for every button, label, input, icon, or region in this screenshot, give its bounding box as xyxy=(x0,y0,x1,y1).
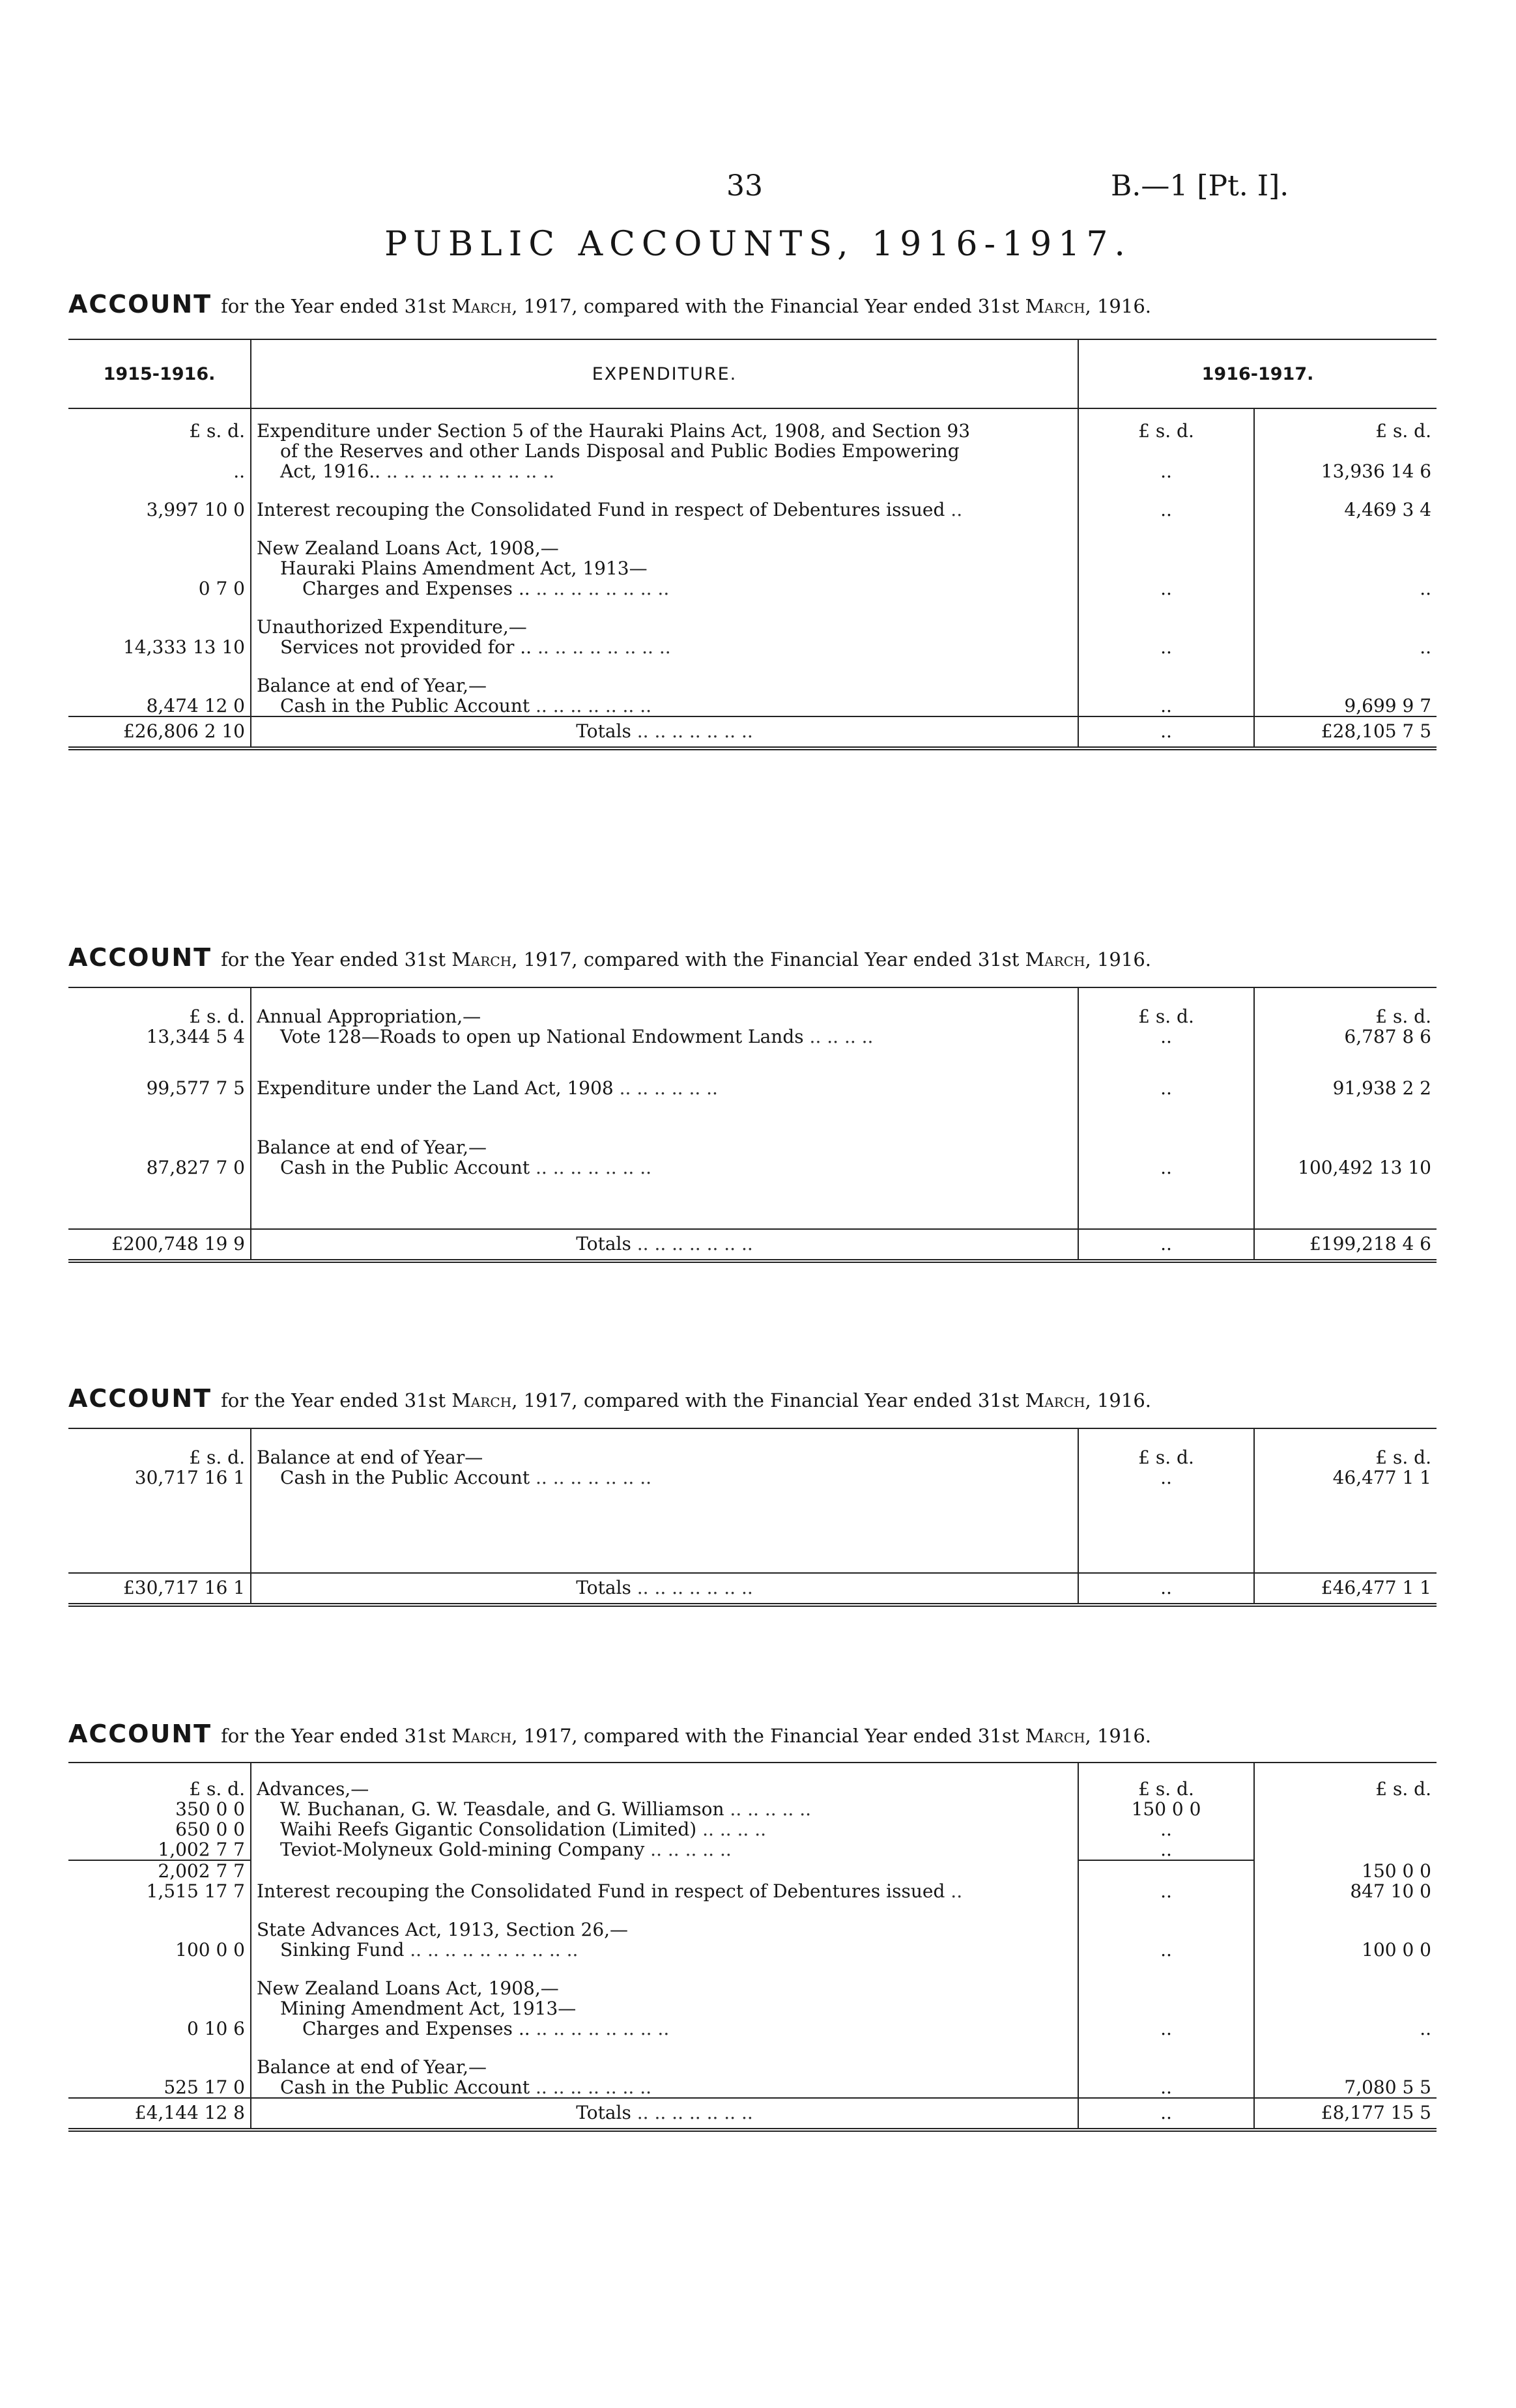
row-desc xyxy=(251,617,1078,657)
leader-dots: .. .. .. .. .. .. .. .. .. .. xyxy=(404,1939,579,1961)
row-desc-line: Interest recouping the Consolidated Fund in respect of Debentures issued xyxy=(257,499,945,520)
row-desc-line: Cash in the Public Account xyxy=(280,2076,530,2098)
account-table-4 xyxy=(68,1762,1437,2132)
detail-amount: .. xyxy=(1078,1978,1254,2039)
account-table-2 xyxy=(68,987,1437,1263)
row-desc-line: Balance at end of Year— xyxy=(257,1447,483,1468)
document-title: PUBLIC ACCOUNTS, 1916-1917. xyxy=(384,225,1132,264)
row-desc xyxy=(251,408,1078,481)
account-table-1 xyxy=(68,339,1437,750)
account-heading-1 xyxy=(68,290,1151,319)
detail-cell xyxy=(1078,987,1254,1047)
account-heading-2 xyxy=(68,943,1151,972)
units-label: £ s. d. xyxy=(1138,1778,1194,1800)
row-desc-line: Charges and Expenses .. xyxy=(302,578,530,599)
leader-dots: .. .. .. .. xyxy=(696,1819,767,1840)
detail-amount: .. xyxy=(1078,617,1254,657)
prev-total: £200,748 19 9 xyxy=(68,1229,251,1261)
detail-cell xyxy=(1078,1428,1254,1488)
heading-text: , 1916. xyxy=(1085,948,1152,970)
column-header-1915: 1915-1916. xyxy=(68,339,251,408)
prev-amount: 1,002 7 7 xyxy=(158,1839,245,1860)
detail-amount: .. xyxy=(1160,1839,1172,1860)
total-amount: 4,469 3 4 xyxy=(1344,499,1432,520)
detail-total: .. xyxy=(1078,1573,1254,1605)
total-amount: 91,938 2 2 xyxy=(1332,1077,1431,1099)
total-amount: 150 0 0 xyxy=(1362,1860,1431,1882)
series-code: B.—1 [Pt. I]. xyxy=(1111,169,1289,203)
account-lead: ACCOUNT xyxy=(68,943,212,972)
detail-amount: .. xyxy=(1160,1026,1172,1047)
account-lead: ACCOUNT xyxy=(68,1384,212,1413)
column-header-expenditure: EXPENDITURE. xyxy=(251,339,1078,408)
totals-row xyxy=(68,2098,1437,2130)
heading-month: March xyxy=(451,1389,512,1411)
heading-text: , 1917, compared with the Financial Year ended 31st xyxy=(511,295,1020,317)
prev-amount: 13,344 5 4 xyxy=(146,1026,245,1047)
row-desc-line: Balance at end of Year,— xyxy=(257,675,487,696)
leader-dots: .. .. .. .. .. .. .. xyxy=(530,1157,652,1178)
prev-amount: 8,474 12 0 xyxy=(68,675,251,716)
total-amount: 100,492 13 10 xyxy=(1298,1157,1431,1178)
leader-dots: .. .. .. .. .. .. .. xyxy=(530,695,652,716)
prev-amount: 100 0 0 xyxy=(68,1919,251,1960)
heading-text: for the Year ended 31st xyxy=(221,948,446,970)
row-desc-line: Cash in the Public Account xyxy=(280,695,530,716)
row-desc-line: Expenditure under Section 5 of the Hauraki Plains Act, 1908, and Section 93 xyxy=(257,420,971,442)
row-desc-line: Expenditure under the Land Act, 1908 xyxy=(257,1077,614,1099)
units-label: £ s. d. xyxy=(1375,1447,1431,1468)
row-desc-line: Teviot-Molyneux Gold-mining Company xyxy=(280,1839,645,1860)
total-amount: 100 0 0 xyxy=(1362,1939,1431,1961)
total-cell xyxy=(1254,1428,1437,1488)
prev-amount: 87,827 7 0 xyxy=(68,1137,251,1178)
row-desc-line: New Zealand Loans Act, 1908,— xyxy=(257,537,559,559)
row-desc-line: New Zealand Loans Act, 1908,— xyxy=(257,1977,559,1999)
heading-text: for the Year ended 31st xyxy=(221,1389,446,1411)
row-desc-line: Balance at end of Year,— xyxy=(257,1137,487,1158)
total-cell xyxy=(1254,987,1437,1047)
total-amount: .. xyxy=(1420,636,1432,658)
totals-row xyxy=(68,1573,1437,1605)
grand-total: £28,105 7 5 xyxy=(1254,716,1437,748)
heading-text: , 1917, compared with the Financial Year ended 31st xyxy=(511,1389,1020,1411)
leader-dots: .. .. .. .. .. .. .. xyxy=(530,2076,652,2098)
prev-total: £4,144 12 8 xyxy=(68,2098,251,2130)
row-desc xyxy=(251,1428,1078,1488)
heading-text: , 1916. xyxy=(1085,295,1152,317)
prev-amount: 1,515 17 7 xyxy=(68,1881,251,1901)
account-heading-4 xyxy=(68,1720,1151,1748)
row-desc-line: State Advances Act, 1913, Section 26,— xyxy=(257,1919,629,1940)
account-heading-3 xyxy=(68,1384,1151,1413)
row-desc-line: Balance at end of Year,— xyxy=(257,2056,487,2078)
total-amount: 6,787 8 6 xyxy=(1344,1026,1431,1047)
account-table-3 xyxy=(68,1428,1437,1607)
totals-row xyxy=(68,716,1437,748)
detail-total: .. xyxy=(1078,716,1254,748)
heading-month: March xyxy=(1025,1725,1085,1747)
row-desc-line: Services not provided for .. xyxy=(280,636,532,658)
units-label: £ s. d. xyxy=(1375,420,1432,442)
leader-dots: .. .. .. .. .. .. .. .. xyxy=(532,636,671,658)
detail-amount: .. xyxy=(1078,675,1254,716)
detail-amount: .. xyxy=(1078,1078,1254,1098)
row-desc xyxy=(251,1919,1078,1960)
prev-cell xyxy=(68,1763,251,1860)
detail-amount: .. xyxy=(1078,1919,1254,1960)
heading-text: for the Year ended 31st xyxy=(221,1725,446,1747)
detail-amount: .. xyxy=(1078,1137,1254,1178)
heading-text: , 1916. xyxy=(1085,1725,1152,1747)
row-desc-line: Unauthorized Expenditure,— xyxy=(257,616,527,638)
heading-month: March xyxy=(451,948,512,970)
totals-label: Totals .. .. .. .. .. .. .. xyxy=(251,2098,1078,2130)
row-desc-line: of the Reserves and other Lands Disposal and Public Bodies Empowering xyxy=(280,440,960,462)
units-label: £ s. d. xyxy=(189,1447,245,1468)
leader-dots: .. xyxy=(945,1880,963,1902)
total-amount: 13,936 14 6 xyxy=(1321,460,1432,482)
row-desc-line: Vote 128—Roads to open up National Endowment Lands xyxy=(280,1026,804,1047)
grand-total: £46,477 1 1 xyxy=(1254,1573,1437,1605)
row-desc xyxy=(251,1881,1078,1901)
detail-total: .. xyxy=(1078,1229,1254,1261)
detail-amount: .. xyxy=(1078,1881,1254,1901)
leader-dots: .. .. .. .. .. .. xyxy=(613,1077,718,1099)
leader-dots: .. .. .. .. .. xyxy=(644,1839,732,1860)
total-amount: 9,699 9 7 xyxy=(1344,695,1432,716)
prev-amount: .. xyxy=(68,461,251,481)
total-amount: 7,080 5 5 xyxy=(1344,2076,1431,2098)
detail-amount: .. xyxy=(1078,538,1254,599)
grand-total: £8,177 15 5 xyxy=(1254,2098,1437,2130)
row-desc-line: Mining Amendment Act, 1913— xyxy=(280,1998,577,2019)
leader-dots: .. xyxy=(945,499,963,520)
total-cell xyxy=(1254,1763,1437,1860)
row-desc-line: Waihi Reefs Gigantic Consolidation (Limited) xyxy=(280,1819,697,1840)
row-desc-line: Advances,— xyxy=(257,1778,369,1800)
heading-month: March xyxy=(1025,1389,1085,1411)
detail-amount: .. xyxy=(1160,1819,1172,1840)
total-amount: .. xyxy=(1420,2018,1431,2039)
detail-amount: .. xyxy=(1078,2057,1254,2098)
heading-month: March xyxy=(451,1725,512,1747)
detail-amount: 150 0 0 xyxy=(1131,1798,1201,1820)
row-desc-line: Hauraki Plains Amendment Act, 1913— xyxy=(280,558,648,579)
row-desc xyxy=(251,1078,1078,1098)
prev-amount: 0 10 6 xyxy=(68,1978,251,2039)
heading-month: March xyxy=(1025,948,1085,970)
page-number: 33 xyxy=(726,169,763,203)
heading-text: , 1917, compared with the Financial Year ended 31st xyxy=(511,1725,1020,1747)
row-desc-line: W. Buchanan, G. W. Teasdale, and G. Williamson xyxy=(280,1798,724,1820)
row-desc xyxy=(251,1137,1078,1178)
row-desc xyxy=(251,1763,1078,1860)
leader-dots: .. .. .. .. .. xyxy=(724,1798,812,1820)
row-desc xyxy=(251,538,1078,599)
prev-amount: 525 17 0 xyxy=(68,2057,251,2098)
leader-dots: .. .. .. .. .. .. .. .. xyxy=(530,2018,670,2039)
detail-total: .. xyxy=(1078,2098,1254,2130)
row-desc-line: Sinking Fund xyxy=(280,1939,405,1961)
detail-cell xyxy=(1078,1763,1254,1860)
detail-amount: .. xyxy=(1160,1467,1172,1488)
row-desc-line: Charges and Expenses .. xyxy=(302,2018,530,2039)
row-desc-line: Interest recouping the Consolidated Fund in respect of Debentures issued xyxy=(257,1880,945,1902)
account-lead: ACCOUNT xyxy=(68,290,212,319)
heading-text: for the Year ended 31st xyxy=(221,295,446,317)
prev-amount: 350 0 0 xyxy=(175,1798,245,1820)
totals-label: Totals .. .. .. .. .. .. .. xyxy=(251,1573,1078,1605)
prev-subtotal: 2,002 7 7 xyxy=(68,1860,251,1881)
row-desc-line: Cash in the Public Account xyxy=(280,1467,530,1488)
units-label: £ s. d. xyxy=(68,408,251,441)
totals-label: Totals .. .. .. .. .. .. .. xyxy=(251,716,1078,748)
prev-amount: 650 0 0 xyxy=(175,1819,245,1840)
prev-amount: 99,577 7 5 xyxy=(68,1078,251,1098)
leader-dots: .. .. .. .. xyxy=(803,1026,874,1047)
row-desc xyxy=(251,500,1078,520)
units-label: £ s. d. xyxy=(1375,1778,1431,1800)
row-desc xyxy=(251,987,1078,1047)
detail-amount: .. xyxy=(1078,500,1254,520)
row-desc xyxy=(251,2057,1078,2098)
totals-row xyxy=(68,1229,1437,1261)
prev-amount xyxy=(68,987,251,1047)
column-header-1916: 1916-1917. xyxy=(1078,339,1437,408)
units-label: £ s. d. xyxy=(189,1778,245,1800)
account-lead: ACCOUNT xyxy=(68,1720,212,1748)
grand-total: £199,218 4 6 xyxy=(1254,1229,1437,1261)
units-label: £ s. d. xyxy=(1375,1006,1431,1027)
row-desc-line: Annual Appropriation,— xyxy=(257,1006,481,1027)
units-label: £ s. d. xyxy=(1138,1447,1194,1468)
prev-amount: 3,997 10 0 xyxy=(68,500,251,520)
units-label: £ s. d. xyxy=(1078,408,1254,441)
heading-month: March xyxy=(451,295,512,317)
prev-total: £26,806 2 10 xyxy=(68,716,251,748)
prev-cell xyxy=(68,1428,251,1488)
units-label: £ s. d. xyxy=(1138,1006,1194,1027)
total-amount: .. xyxy=(1420,578,1432,599)
leader-dots: .. .. .. .. .. .. .. .. .. .. xyxy=(380,460,555,482)
prev-amount: 14,333 13 10 xyxy=(68,617,251,657)
detail-amount: .. xyxy=(1078,461,1254,481)
row-desc-line: Cash in the Public Account xyxy=(280,1157,530,1178)
prev-amount: 30,717 16 1 xyxy=(134,1467,245,1488)
prev-amount: 0 7 0 xyxy=(68,538,251,599)
row-desc xyxy=(251,1978,1078,2039)
heading-text: , 1917, compared with the Financial Year ended 31st xyxy=(511,948,1020,970)
units-label: £ s. d. xyxy=(189,1006,245,1027)
heading-text: , 1916. xyxy=(1085,1389,1152,1411)
totals-label: Totals .. .. .. .. .. .. .. xyxy=(251,1229,1078,1261)
row-desc xyxy=(251,675,1078,716)
prev-total: £30,717 16 1 xyxy=(68,1573,251,1605)
row-desc-line: Act, 1916.. xyxy=(280,460,381,482)
leader-dots: .. .. .. .. .. .. .. .. xyxy=(530,578,670,599)
total-amount: 46,477 1 1 xyxy=(1332,1467,1431,1488)
heading-month: March xyxy=(1025,295,1085,317)
leader-dots: .. .. .. .. .. .. .. xyxy=(530,1467,652,1488)
total-amount: 847 10 0 xyxy=(1350,1880,1431,1902)
